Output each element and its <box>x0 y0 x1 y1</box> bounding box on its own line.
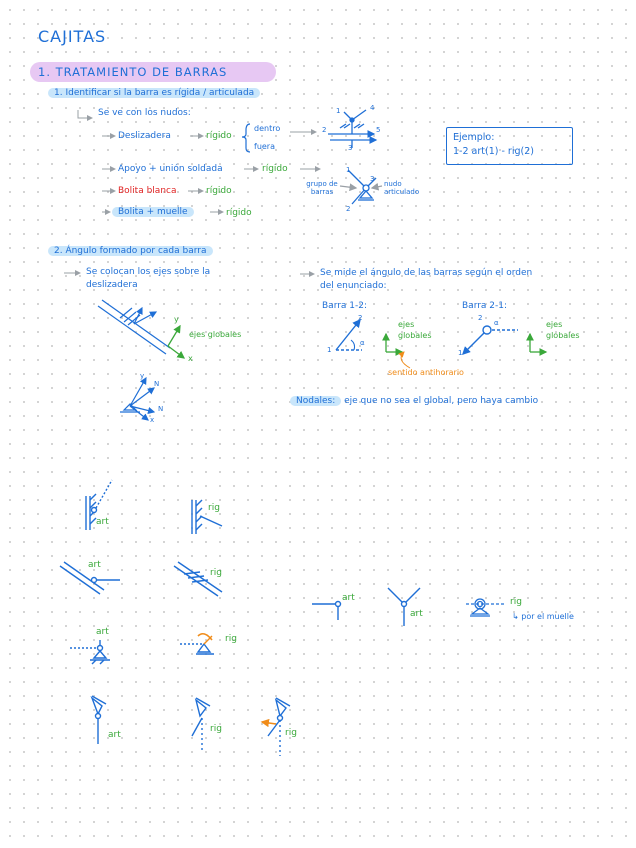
globales-label-2: globales <box>546 331 580 340</box>
example-spring-rig-icon <box>466 599 504 616</box>
ejemplo-text: 1-2 art(1) - rig(2) <box>453 146 534 157</box>
section-1-heading: 1. TRATAMIENTO DE BARRAS <box>30 62 276 82</box>
page-title: CAJITAS <box>38 27 107 46</box>
apoyo-label: Apoyo + unión soldada <box>118 164 223 174</box>
example-wall-art-icon <box>86 480 112 530</box>
flow-arrows <box>64 110 320 274</box>
example-corner-art-icon <box>312 602 341 621</box>
example-rig-1: rig <box>208 503 220 513</box>
nodales-line: Nodales: eje que no sea el global, pero haya cambio <box>290 396 538 406</box>
example-pin-art-icon <box>92 696 106 744</box>
example-rig-2: rig <box>210 568 222 578</box>
axis-x-label-2: x <box>150 416 155 424</box>
barra12-node-2: 2 <box>358 314 363 322</box>
node-label-2b: 2 <box>346 205 351 213</box>
deslizadera-symbol-icon <box>328 110 376 148</box>
mide-text-2: del enunciado: <box>320 281 387 291</box>
node-label-4: 4 <box>370 104 375 112</box>
ejes-globales-label: ejes globales <box>189 330 242 339</box>
mide-text-1: Se mide el ángulo de las barras según el orden <box>320 268 533 278</box>
bolita-muelle-label: Bolita + muelle <box>112 207 194 217</box>
example-slider-art-icon <box>60 562 120 594</box>
example-art-6: art <box>108 730 121 740</box>
barra12-node-1: 1 <box>327 346 332 354</box>
deslizadera-label: Deslizadera <box>118 131 171 141</box>
axis-n-label-2: N <box>158 405 164 413</box>
por-muelle-label: ↳ por el muelle <box>512 612 574 621</box>
brace-icon <box>242 124 250 152</box>
ejes-globales-icon-1 <box>386 334 402 352</box>
rigido-label-4: rígido <box>226 208 252 218</box>
example-rig-5: rig <box>210 724 222 734</box>
node-label-1b: 1 <box>346 166 351 174</box>
barra21-node-1: 1 <box>458 349 463 357</box>
node-label-3: 3 <box>348 144 353 152</box>
node-label-1: 1 <box>336 107 341 115</box>
subheading-identificar: 1. Identificar si la barra es rígida / articulada <box>48 88 260 98</box>
barra21-node-2: 2 <box>478 314 483 322</box>
example-support-art-icon <box>70 640 110 664</box>
barra21-alpha: α <box>494 319 499 327</box>
example-art-4: art <box>410 609 423 619</box>
bolita-blanca-label: Bolita blanca <box>118 186 177 196</box>
axis-x-label-1: x <box>188 354 193 363</box>
barra-12-diagram-icon <box>336 320 362 350</box>
sentido-antihorario-label: sentido antihorario <box>388 368 464 377</box>
nudo-articulado-label: nudo articulado <box>384 180 420 196</box>
ejes-label-1: ejes <box>398 320 415 329</box>
example-pin-orange-rig-icon <box>262 698 290 756</box>
node-label-5: 5 <box>376 126 381 134</box>
node-label-3b: 3 <box>370 175 375 183</box>
ejemplo-title: Ejemplo: <box>453 132 495 143</box>
antihorario-arrow-icon <box>401 352 410 368</box>
ejes-text-2: deslizadera <box>86 280 138 290</box>
ejes-globales-icon-2 <box>530 334 546 352</box>
ve-nudos-text: Se ve con los nudos: <box>98 108 191 118</box>
axis-y-label-2: y <box>140 372 145 380</box>
barra-21-diagram-icon <box>463 326 518 354</box>
rigido-label: rígido <box>206 131 232 141</box>
example-art-2: art <box>88 560 101 570</box>
example-art-3: art <box>342 593 355 603</box>
example-art-1: art <box>96 517 109 527</box>
rigido-label-3: rígido <box>206 186 232 196</box>
node-label-2: 2 <box>322 126 327 134</box>
example-y-art-icon <box>388 588 420 626</box>
ejes-label-2: ejes <box>546 320 563 329</box>
nodal-axes-icon <box>120 378 154 420</box>
barra-12-label: Barra 1-2: <box>322 301 368 311</box>
globales-label-1: globales <box>398 331 432 340</box>
subheading-angulo: 2. Ángulo formado por cada barra <box>48 246 213 256</box>
deslizadera-axes-icon <box>98 300 170 354</box>
example-rig-4: rig <box>225 634 237 644</box>
example-art-5: art <box>96 627 109 637</box>
example-slider-rig-icon <box>174 562 222 596</box>
barra12-alpha: α <box>360 339 365 347</box>
global-axes-icon <box>168 326 184 358</box>
example-rig-6: rig <box>285 728 297 738</box>
dentro-label: dentro <box>254 124 281 133</box>
axis-y-label-1: y <box>174 315 179 324</box>
barra-21-label: Barra 2-1: <box>462 301 508 311</box>
axis-n-label-1: N <box>154 380 160 388</box>
example-pin-rig-icon <box>192 698 210 752</box>
example-support-rig-icon <box>180 634 214 654</box>
fuera-label: fuera <box>254 142 275 151</box>
ejes-text-1: Se colocan los ejes sobre la <box>86 267 211 277</box>
rigido-label-2: rígido <box>262 164 288 174</box>
example-rig-3: rig <box>510 597 522 607</box>
grupo-barras-label: grupo de barras <box>306 180 338 196</box>
example-wall-rig-icon <box>192 500 222 534</box>
grupo-barras-icon <box>340 170 382 204</box>
